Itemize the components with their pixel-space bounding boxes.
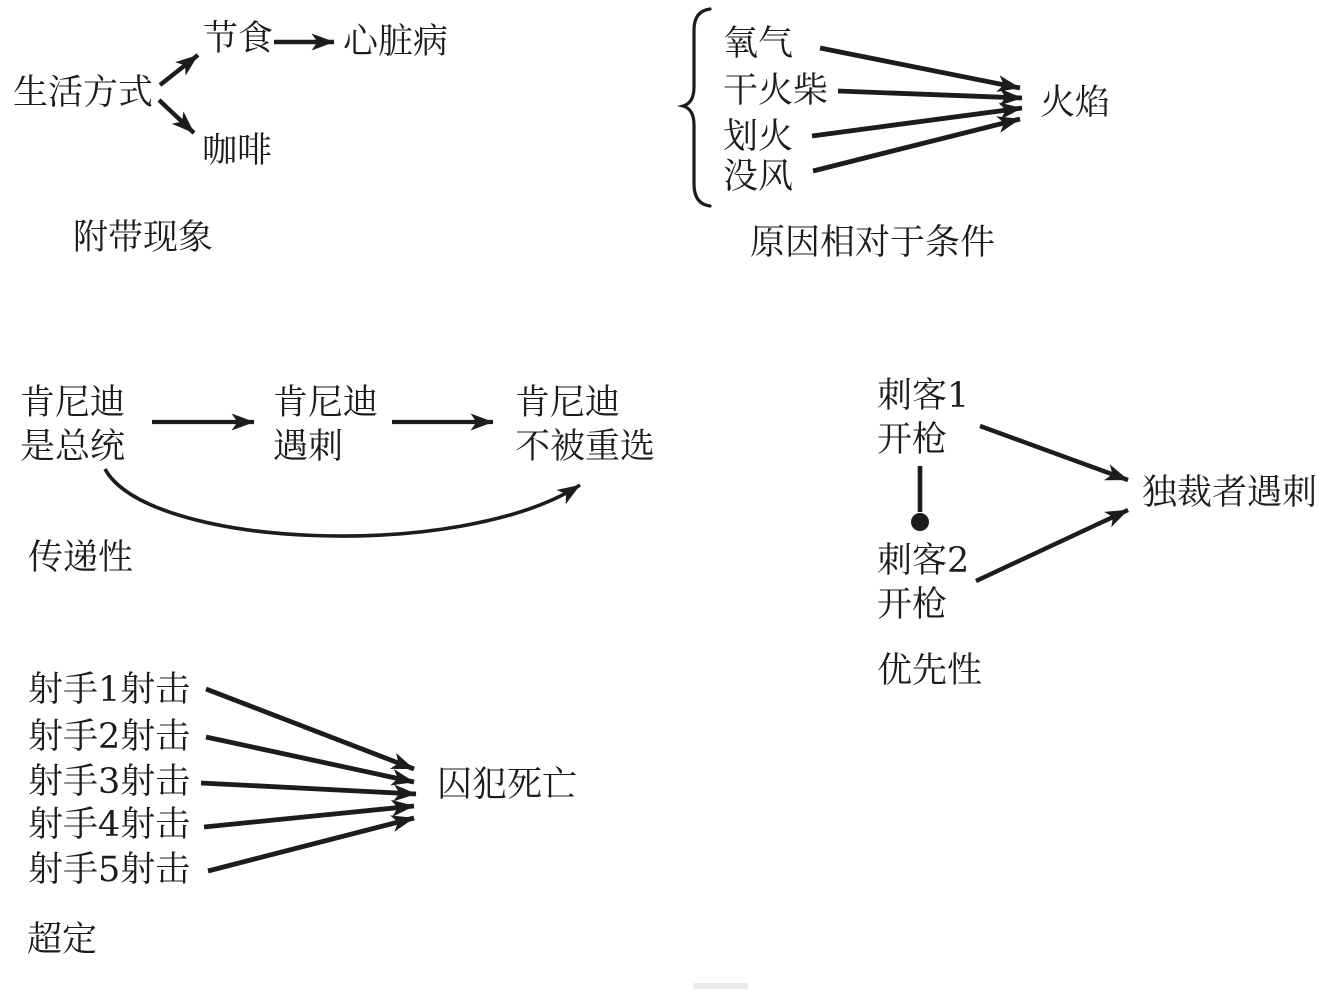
label-transitivity: 传递性 — [28, 538, 134, 578]
node-coffee: 咖啡 — [202, 131, 273, 171]
arrow-oxygen-to-flame — [820, 48, 1020, 88]
node-kennedy-assassinated — [273, 381, 378, 469]
label-overdetermination: 超定 — [27, 920, 98, 960]
arrow-assassin1-to-dictator — [980, 426, 1128, 480]
arrow-strike-to-flame — [812, 108, 1022, 136]
arrow-shooter3-to-death — [201, 783, 416, 794]
node-dictator-assassinated: 独裁者遇刺 — [1142, 473, 1318, 513]
arrow-lifestyle-to-coffee — [159, 100, 194, 133]
node-shooter1: 射手1射击 — [28, 670, 191, 710]
node-line: 不被重选 — [515, 427, 656, 467]
node-line: 肯尼迪 — [20, 383, 126, 423]
node-shooter3: 射手3射击 — [28, 762, 191, 802]
node-assassin1-shoots — [877, 374, 969, 462]
node-line: 开枪 — [877, 585, 948, 625]
conditions-brace — [683, 9, 710, 206]
node-shooter4: 射手4射击 — [28, 805, 191, 845]
node-line: 遇刺 — [273, 427, 344, 467]
label-epiphenomenon: 附带现象 — [73, 218, 214, 258]
node-prisoner-dies: 囚犯死亡 — [437, 765, 578, 805]
node-line: 刺客1 — [877, 376, 970, 416]
node-line: 是总统 — [20, 427, 126, 467]
node-flame: 火焰 — [1040, 83, 1111, 123]
node-line: 刺客2 — [877, 541, 970, 581]
arrow-assassin2-to-dictator — [976, 510, 1128, 581]
cropped-figure-caption — [693, 983, 748, 989]
node-no-wind: 没风 — [723, 157, 794, 197]
arrow-lifestyle-to-diet — [160, 55, 198, 85]
label-preemption: 优先性 — [877, 651, 983, 691]
node-kennedy-not-reelected — [515, 381, 655, 469]
node-kennedy-president — [20, 381, 125, 469]
label-cause-vs-conditions: 原因相对于条件 — [750, 223, 996, 263]
node-oxygen: 氧气 — [723, 24, 794, 64]
arrow-shooter2-to-death — [206, 737, 414, 782]
arrow-shooter4-to-death — [204, 806, 414, 827]
node-line: 肯尼迪 — [515, 383, 621, 423]
arrow-no-wind-to-flame — [813, 119, 1020, 171]
node-heart-disease: 心脏病 — [343, 22, 449, 62]
arrow-transitive-curve — [105, 469, 580, 536]
node-shooter5: 射手5射击 — [28, 850, 191, 890]
arrow-shooter5-to-death — [208, 818, 414, 871]
arrow-dry-matches-to-flame — [838, 91, 1022, 98]
arrow-shooter1-to-death — [206, 689, 414, 769]
preemption-dot — [911, 513, 929, 531]
node-strike-fire: 划火 — [723, 117, 794, 157]
node-shooter2: 射手2射击 — [28, 717, 191, 757]
node-line: 开枪 — [877, 420, 948, 460]
node-diet: 节食 — [203, 19, 274, 59]
node-dry-matches: 干火柴 — [723, 71, 829, 111]
node-lifestyle: 生活方式 — [13, 73, 154, 113]
node-line: 肯尼迪 — [273, 383, 379, 423]
node-assassin2-shoots — [877, 539, 969, 627]
